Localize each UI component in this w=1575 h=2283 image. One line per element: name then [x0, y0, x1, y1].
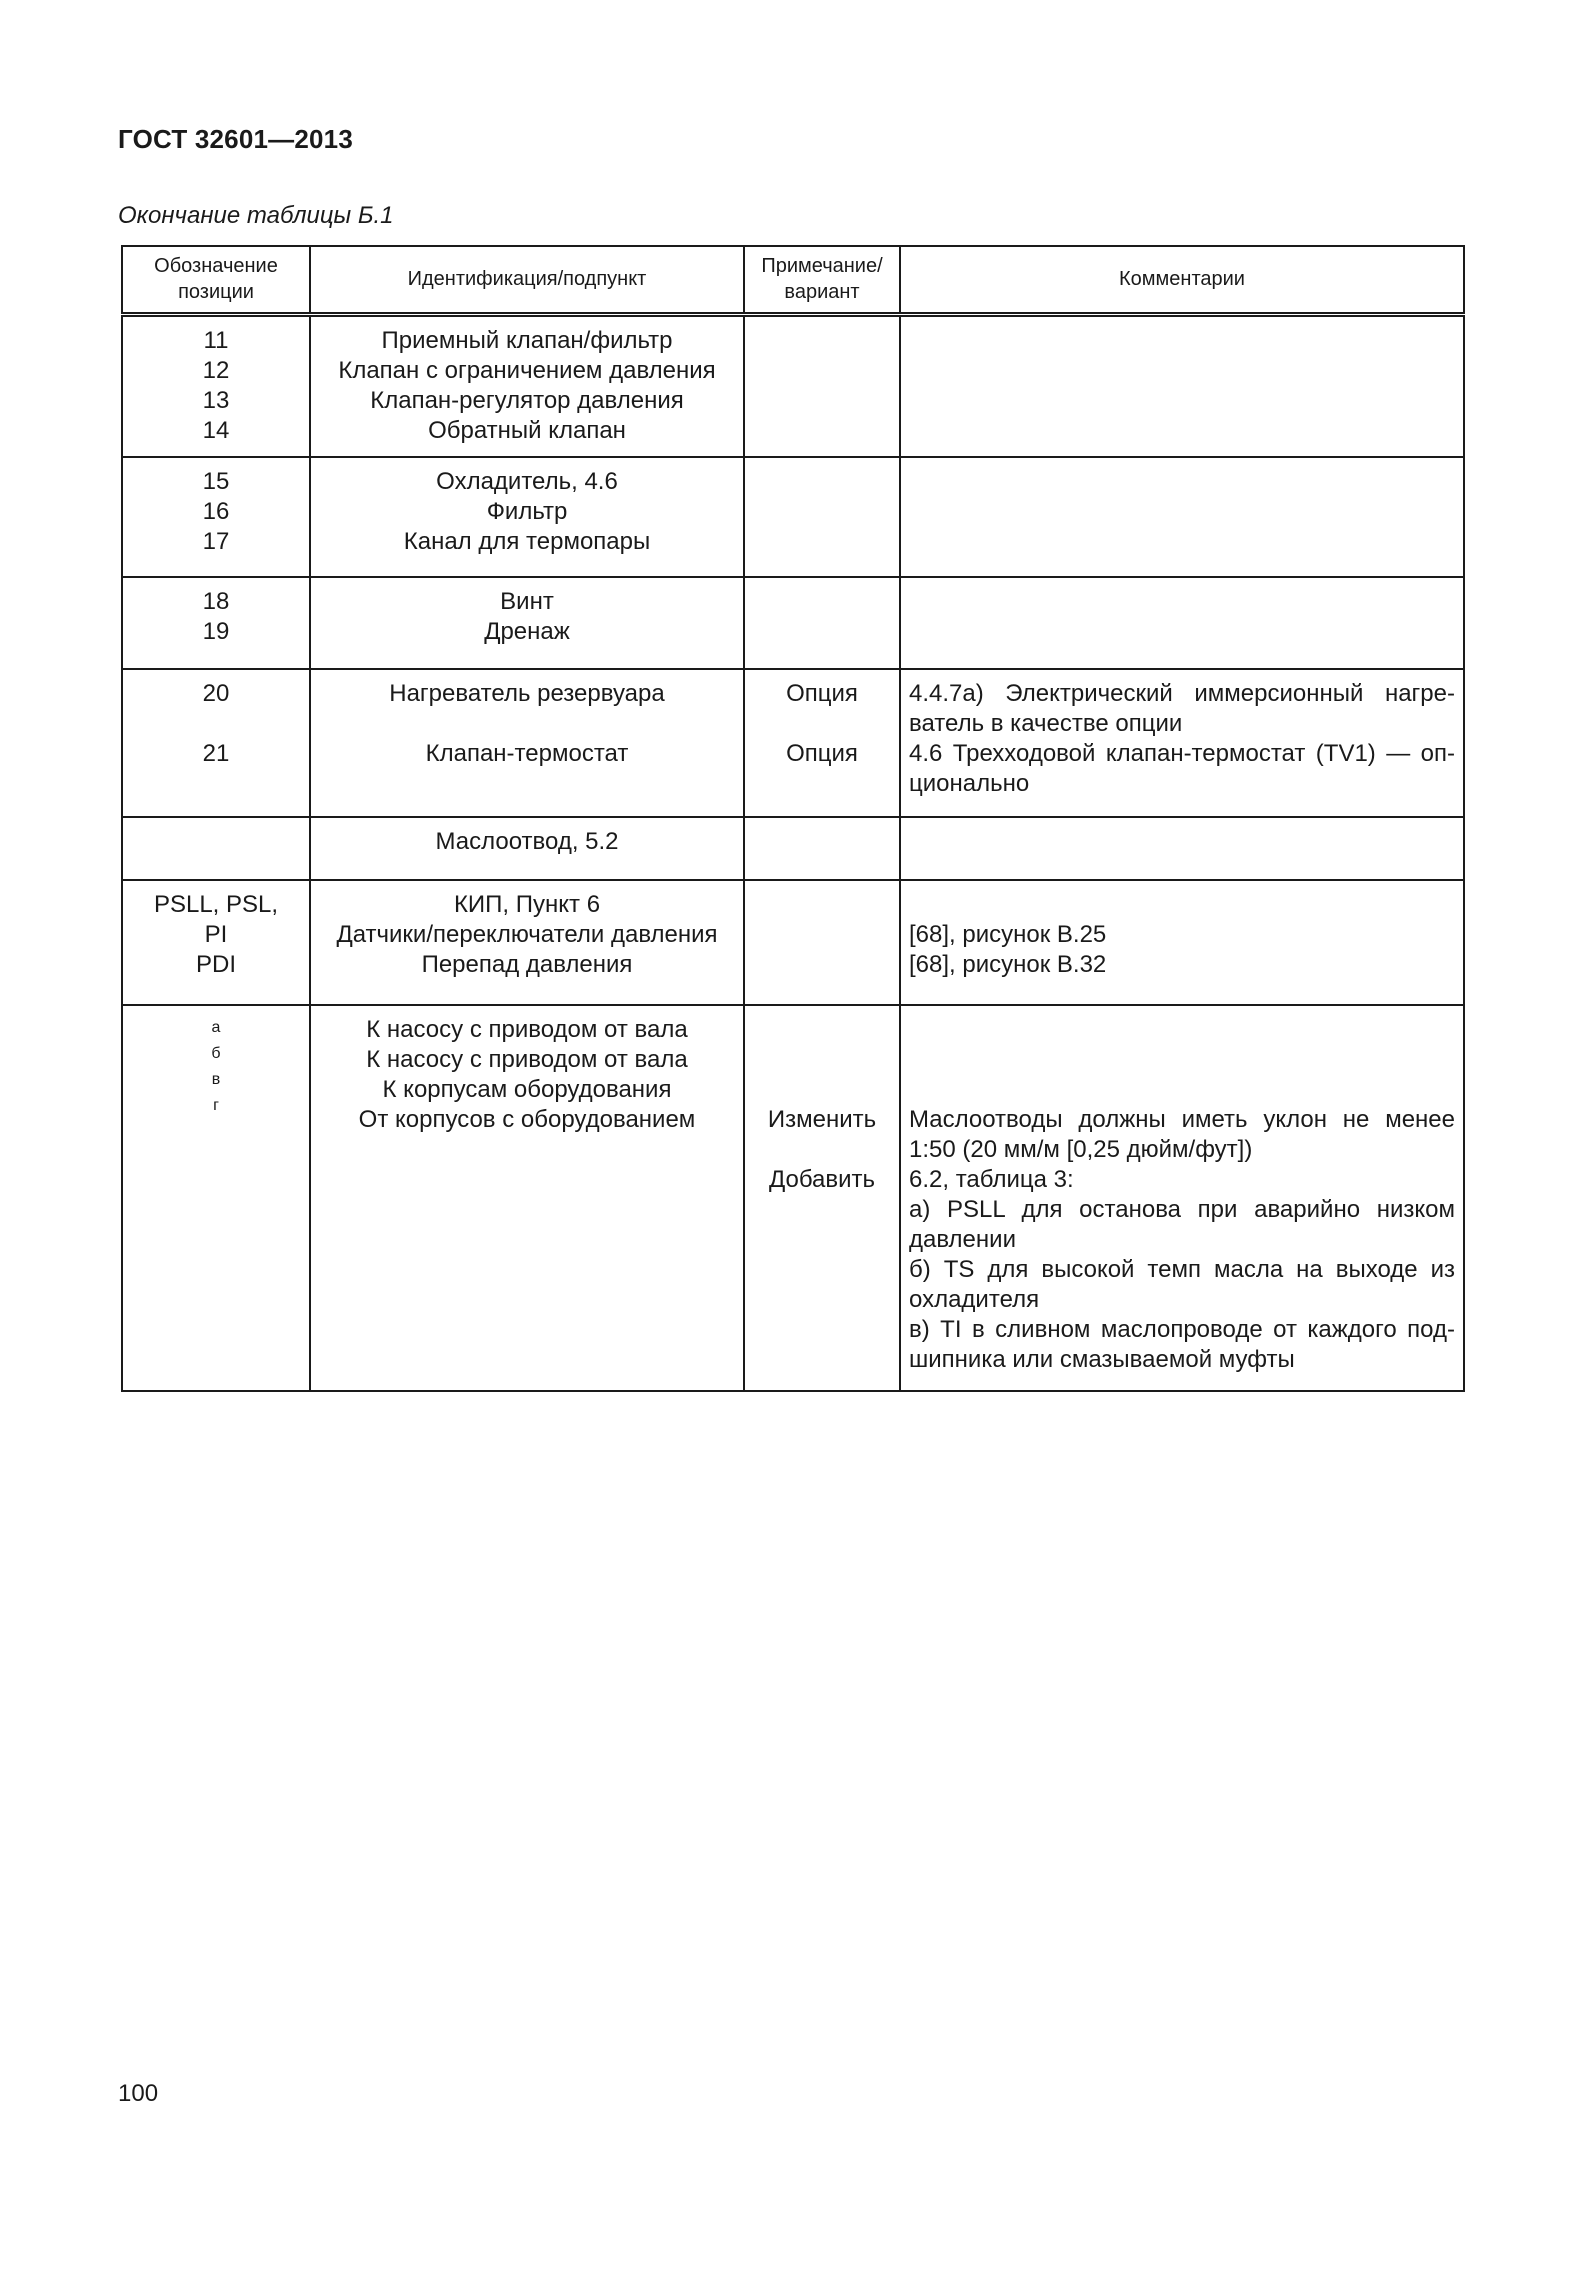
designation: PSLL, PSL,	[153, 891, 279, 918]
note-cell	[744, 457, 900, 577]
identification: Клапан-регулятор давления	[370, 386, 684, 414]
identification-cell	[310, 314, 744, 457]
table-row	[122, 880, 1464, 1005]
page-number: 100	[118, 2080, 159, 2107]
designation-cell	[122, 314, 310, 457]
comment-line: [68], рисунок В.25	[909, 921, 1107, 948]
designation-letter: г	[213, 1097, 219, 1114]
identification-cell	[310, 1005, 744, 1391]
comment-line: ватель в качестве опции	[909, 710, 1183, 737]
identification-cell	[310, 880, 744, 1005]
designation: 18	[202, 588, 230, 615]
designation: PDI	[195, 951, 236, 978]
designation: 11	[203, 326, 229, 354]
comment-line: давлении	[909, 1226, 1016, 1253]
comment-line: б) TS для высокой темп масла на выходе из	[909, 1256, 1455, 1283]
header-identification-label: Идентификация/подпункт	[407, 268, 647, 291]
header-designation	[122, 246, 310, 314]
identification: От корпусов с оборудованием	[358, 1106, 696, 1133]
comment-line: в) TI в сливном маслопроводе от каждого под-	[909, 1316, 1455, 1343]
note: Опция	[786, 740, 858, 767]
designation-cell	[122, 457, 310, 577]
comment-line: ционально	[909, 770, 1030, 797]
table-header-row	[122, 246, 1464, 314]
identification-cell	[310, 817, 744, 880]
comment-line: 6.2, таблица 3:	[909, 1166, 1074, 1193]
note-cell	[744, 880, 900, 1005]
table-b1	[121, 245, 1465, 1392]
header-note-line: вариант	[784, 281, 860, 304]
identification: К насосу с приводом от вала	[366, 1046, 688, 1073]
designation: 13	[202, 386, 230, 414]
table-row	[122, 1005, 1464, 1391]
table-row	[122, 817, 1464, 880]
identification: Клапан с ограничением давления	[338, 356, 716, 384]
comment-line: 4.4.7а) Электрический иммерсионный нагре-	[909, 680, 1455, 707]
table-row	[122, 669, 1464, 817]
header-comments	[900, 246, 1464, 314]
header-designation-line: позиции	[178, 281, 254, 304]
table-caption: Окончание таблицы Б.1	[118, 202, 394, 229]
identification-cell	[310, 457, 744, 577]
identification: Канал для термопары	[403, 528, 651, 555]
header-note	[744, 246, 900, 314]
identification: Дренаж	[484, 618, 570, 645]
header-comments-label: Комментарии	[1119, 268, 1245, 291]
identification: Датчики/переключатели давления	[336, 921, 718, 948]
note: Добавить	[768, 1166, 876, 1193]
identification: Винт	[500, 588, 554, 615]
identification: Перепад давления	[421, 951, 633, 978]
note: Изменить	[767, 1106, 877, 1133]
note-cell	[744, 1005, 900, 1391]
identification: Нагреватель резервуара	[389, 680, 665, 707]
note: Опция	[786, 680, 858, 707]
designation: 20	[202, 680, 230, 707]
designation-cell	[122, 669, 310, 817]
identification: Маслоотвод, 5.2	[435, 828, 619, 855]
identification-cell	[310, 577, 744, 669]
comment-cell	[900, 1005, 1464, 1391]
designation: 21	[202, 740, 230, 767]
comment-line: Маслоотводы должны иметь уклон не менее	[909, 1106, 1455, 1133]
designation: 16	[202, 498, 230, 525]
designation: 12	[202, 356, 230, 384]
comment-line: шипника или смазываемой муфты	[909, 1346, 1295, 1373]
designation-letter: в	[211, 1071, 221, 1088]
designation-letter: б	[211, 1045, 221, 1062]
identification-cell	[310, 669, 744, 817]
comment-cell	[900, 314, 1464, 457]
identification: Охладитель, 4.6	[436, 468, 618, 495]
comment-cell	[900, 669, 1464, 817]
comment-cell	[900, 457, 1464, 577]
header-note-line: Примечание/	[761, 255, 883, 278]
table-row	[122, 577, 1464, 669]
comment-line: 1:50 (20 мм/м [0,25 дюйм/фут])	[909, 1136, 1253, 1163]
comment-cell	[900, 577, 1464, 669]
designation-cell	[122, 577, 310, 669]
identification: Приемный клапан/фильтр	[381, 326, 673, 354]
document-code: ГОСТ 32601—2013	[118, 124, 353, 154]
designation: PI	[204, 921, 228, 948]
identification: К насосу с приводом от вала	[366, 1016, 688, 1043]
table-row	[122, 314, 1464, 457]
designation: 14	[202, 416, 230, 444]
designation: 19	[202, 618, 230, 645]
note-cell	[744, 577, 900, 669]
header-designation-line: Обозначение	[154, 255, 278, 278]
comment-line: [68], рисунок В.32	[909, 951, 1107, 978]
comment-line: охладителя	[909, 1286, 1040, 1313]
comment-line: 4.6 Трехходовой клапан-термостат (TV1) — оп-	[909, 740, 1455, 767]
identification: КИП, Пункт 6	[453, 891, 601, 918]
header-identification	[310, 246, 744, 314]
note-cell	[744, 314, 900, 457]
identification: К корпусам оборудования	[382, 1076, 672, 1103]
designation-cell	[122, 1005, 310, 1391]
note-cell	[744, 817, 900, 880]
table-row	[122, 457, 1464, 577]
designation-letter: а	[211, 1019, 221, 1036]
designation: 15	[202, 468, 230, 495]
identification: Обратный клапан	[428, 416, 626, 444]
designation: 17	[202, 528, 230, 555]
identification: Фильтр	[486, 498, 568, 525]
designation-cell	[122, 817, 310, 880]
note-cell	[744, 669, 900, 817]
identification: Клапан-термостат	[425, 740, 629, 767]
comment-line: а) PSLL для останова при аварийно низком	[909, 1196, 1455, 1223]
comment-cell	[900, 817, 1464, 880]
comment-cell	[900, 880, 1464, 1005]
designation-cell	[122, 880, 310, 1005]
